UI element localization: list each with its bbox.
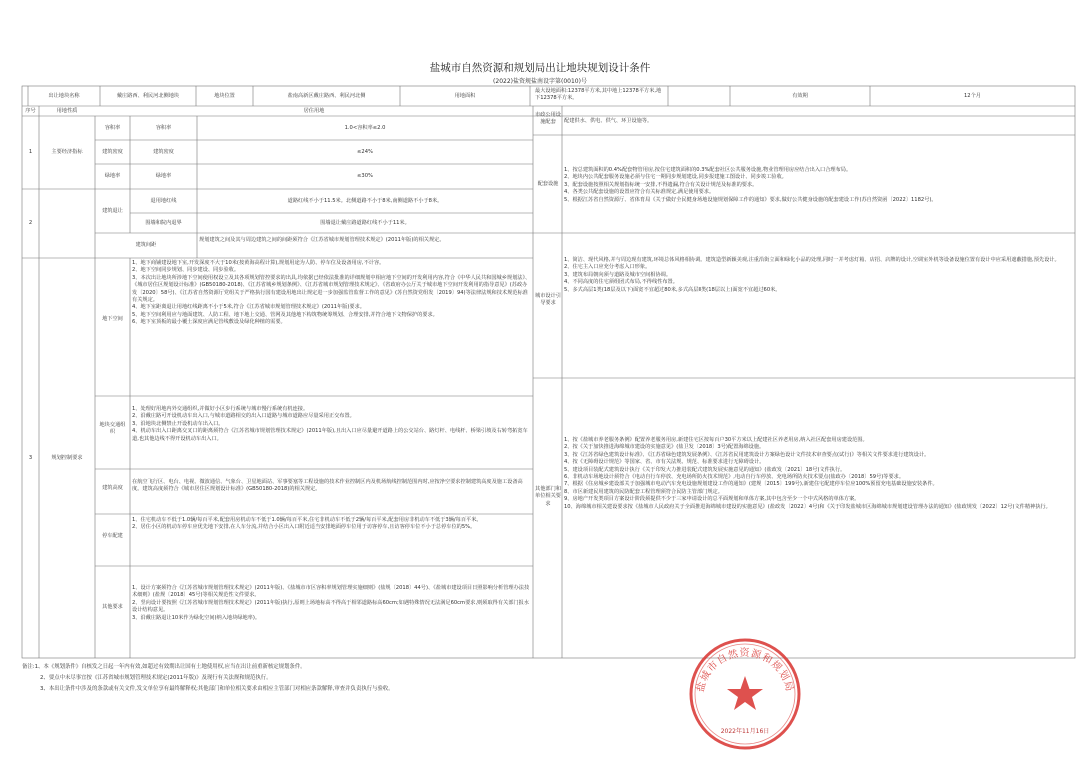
other-requirements-label: 其他要求	[102, 604, 123, 610]
document-title: 盐城市自然资源和规划局出让地块规划设计条件	[429, 62, 651, 74]
urban-design-label: 城市设计引导要求	[535, 293, 561, 307]
economic-indicators-label: 主要经济指标	[51, 149, 83, 155]
site-location-label: 地块位置	[214, 93, 235, 99]
far-sublabel: 容积率	[155, 125, 172, 131]
footer-note: 备注:1、本《规划条件》自核发之日起一年内有效,如超过有效期出让国有土地使用权,应当在出让前重新核定规划条件。	[22, 664, 306, 670]
seal-star-icon	[727, 676, 763, 710]
building-spacing-value: 规划建筑之间及其与周边建筑之间的间距须符合《江苏省城市规划管理技术规定》(2011年版)的相关规定。	[199, 237, 445, 243]
planned-area-label: 最大设地面积:12378平方米,其中地上12378平方米,地下12378平方米。	[535, 88, 662, 102]
facilities-value: 1、按总建筑面积的0.4%配套物管用房,按住宅建筑面积的0.3%配套社区公共服务设施,物业管理用房应结合出入口合理布局。 2、地块内公共配套服务设施必须与住宅一期同步规划建设,同步报建施工图设计、同步竣工验收。 3、配套设施按照相关规划指标统一安排,不得遗漏,符合有关设计规范及标准的要求。 4、各类公共配套设施的设置应符合有关标准规定,满足使用要求。 5、根据江苏省自然资源厅、省体育局《关于做好全民健身场地设施规划保障工作的通知》要求,做好公共健身设施的配套建设工作(苏自然资函〔2022〕1182号)。	[564, 167, 937, 203]
building-height-value: 在航空飞行区、电台、电视、微波通信、气象台、卫星地面站、军事要塞等工程设施的技术作业控制区内及机场航线控制范围内时,应按净空要求控制建筑高度及施工设备高度。建筑高度须符合《城市居住区规划设计标准》(GB50180-2018)的相关规定。	[132, 479, 523, 493]
footer-notes	[22, 662, 642, 695]
wall-setback-value: 围墙退让戴庄路道路红线不小于11米。	[320, 220, 410, 226]
planning-control-label: 规划控制要求	[51, 455, 83, 461]
green-ratio-label: 绿地率	[104, 173, 121, 179]
red-line-setback-label: 退用地红线	[150, 198, 177, 204]
wall-setback-label: 围墙和院内退界	[145, 220, 182, 226]
green-ratio-sublabel: 绿地率	[155, 173, 172, 179]
urban-design-value: 1、简洁、现代风格,并与周边现有建筑,环境总体风格相协调。建筑造型新颖美观,注重沿街立面和绿化小品的处理,同时一并考虑灯箱、店招、店牌的设计,空调室外机等设备设施位置有设计中应采用遮蔽措施,预先设计。 2、住宅主入口应充分考虑入口形象。 3、建筑布局朝向须与道路及城市空间相协调。 4、不同高度的住宅须组团式布局,不得线性布置。 5、多式高层1类(18层及以下)面宽不宜超过80米,多式高层Ⅱ类(18层以上)面宽不宜超过60米。	[564, 257, 1060, 293]
site-name-label: 出让地块名称	[48, 93, 80, 99]
far-value: 1.0<容积率≤2.0	[344, 125, 386, 131]
planned-area-value: 12378平方米,其中地上12378平方米,地下12378平方米。	[535, 88, 662, 102]
density-label: 建筑密度	[102, 149, 123, 155]
footer-note: 3、本出让条件中涉及的条款或有关文件,发文单位享有最终解释权;其他部门和单位相关要求由相应主管部门对相应条款解释,审查并负责执行与验收。	[40, 686, 394, 692]
footer-note: 2、要点中未尽事宜按《江苏省城市规划管理技术规定(2011年版)》及现行有关法规和规范执行。	[40, 675, 272, 681]
row-number: 1	[28, 149, 33, 155]
other-departments-label: 其他部门和单位相关要求	[535, 486, 561, 507]
traffic-organization-label: 地块交通组织	[99, 422, 126, 436]
official-seal	[685, 634, 805, 754]
document-number: (2022)盐资规盐南设字第(0010)号	[493, 78, 587, 85]
land-use-value: 居住用地	[303, 108, 325, 114]
utilities-value: 配建供水、供电、供气、环卫设施等。	[564, 118, 653, 124]
row-number: 2	[28, 220, 33, 226]
traffic-organization-value: 1、处理好用地内外交通组织,并做好小区步行系统与城市慢行系统有机连接。 2、沿戴庄路可开设机动车出入口,与城市道路相交的出入口道路与城市道路应尽量采用正交布置。 3、沿地块北侧禁止开设机动车出入口。 4、机动车出入口距离交叉口的距离须符合《江苏省城市规划管理技术规定》(2011年版),且出入口应尽量避开道路上的公交站台、路灯杆、电线杆、桥梁引坡及右转弯拓宽车道,也其他边线不得开设机动车出入口。	[132, 406, 528, 442]
underground-space-value: 1、地下商铺建设地下室,开发深度不大于10米(按黄海高程计算),规划用途为人防、停车位及设备用房,不计容。 2、地下空间同步规划、同步建设、同步验收。 3、本次出让地块所涉地下空间使用权设立及其各项规划管控要求的出具,均依据已经依法批准的详细规划中相应地下空间的开发利用内容,符合《中华人民共和国城乡规划法》、《城市居住区规划设计标准》(GB50180-2018)、《江苏省城乡规划条例》、《江苏省城市规划管理技术规定》、《省政府办公厅关于城市地下空间开发利用的指导意见》(苏政办发〔2020〕58号)、《江苏省自然资源厅党组关于严格执行国有建设用地出让规定进一步加强监管监督工作的意见》(苏自然资党组发〔2019〕94)等法律法规和技术规范标准有关规定。 4、地下室距离退让用地红线距离不小于5米,符合《江苏省城市规划管理技术规定》(2011年版)要求。 5、地下空间利用应与地面建筑、人防工程、地下地上交通、管网及其他地下构筑物统筹规划、合理安排,并符合地下文物保护的要求。 6、地下室顶板的最小覆土深度应满足管线敷设及绿化种植的需要。	[132, 260, 531, 326]
far-label: 容积率	[104, 125, 121, 131]
other-departments-value: 1、按《盐城市养老服务条例》配置养老服务用房,新建住宅区按每百户30平方米以上配建社区养老用房,纳入社区配套用房建设范围。 2、按《关于加快推进海绵城市建设的实施意见》(盐卫发〔2018〕3号)配置海绵设施。 3、按《江苏省绿色建筑设计标准》、《江苏省绿色建筑发展条例》、《江苏省民用建筑设计方案绿色设计文件技术审查要点(试行)》等相关文件要求进行建筑设计。 4、按《无障碍设计规范》等国家、省、市有关法规、规范、标准要求进行无障碍设计。 5、建设项目装配式建筑设计执行《关于印发大力推进装配式建筑发展实施意见的通知》(盐政发〔2021〕18号)文件执行。 6、非机动车场地设计须符合《电动自行车停放、充电场所防火技术规范》,电动自行车停放、充电场所防火技术要点(盐政办〔2018〕59号)等要求。 7、根据《住房城乡建设部关于加强城市电动汽车充电设施规划建设工作的通知》(建规〔2015〕199号),新建住宅配建停车位应100%预留充电基础设施安装条件。 8、市区新建民用建筑的民防配套工程管理须符合民防主管部门规定。 9、房地产开发类项目方案设计阶段须提供不少于三家申请设计的总平面规划和单体方案,其中包含至少一个中式风格的单体方案。 10、海绵城市相关建设要求按《盐城市人民政府关于全面推进海绵城市建设的实施意见》(盐政发〔2022〕4号)和《关于印发盐城市区海绵城市规划建设管理办法的通知》(盐政规发〔2022〕12号)文件精神执行。	[564, 437, 1051, 510]
column-no: 序号	[25, 108, 36, 114]
seal-text: 盐城市自然资源和规划局	[695, 648, 795, 694]
density-value: ≤24%	[357, 149, 373, 155]
seal-date: 2022年11月16日	[720, 728, 770, 735]
parking-value: 1、住宅机动车不低于1.0辆/每百平米,配套用房机动车不低于1.0辆/每百平米,住宅非机动车不低于2辆/每百平米,配套用房非机动车不低于3辆/每百平米。 2、居住小区的机动车停车应优先地下安排,在人车分流,并结合小区出入口附近适当安排地面停车位用于访客停车,且访客停车位不小于总停车位的5%。	[132, 517, 482, 531]
row-number: 3	[28, 455, 33, 461]
building-spacing-label: 建筑间距	[135, 242, 157, 248]
parking-label: 停车配建	[102, 533, 123, 539]
other-requirements-value: 1、设计方案须符合《江苏省城市规划管理技术规定》(2011年版)、《盐城市市区容积率规划管理实施细则》(盐规〔2018〕44号)、《盐城市建设项目日照影响分析管理办法技术细则》(盐规〔2018〕45号)等相关规范性文件要求。 2、竖向设计要按照《江苏省城市规划管理技术规定》(2011年版)执行,原则上场地标高不得高于相邻道路标高60cm;如遇特殊情况无法满足60cm要求,则须取得有关部门报水设计结构意见。 3、沿戴庄路退让10米作为绿化空间(纳入地块绿地率)。	[132, 585, 530, 621]
green-ratio-value: ≤30%	[357, 173, 373, 179]
utilities-label: 市政公用设施配套	[535, 112, 561, 126]
site-name-value: 戴庄路西、利民河北侧地块	[116, 93, 180, 99]
site-area-label: 用地面积	[454, 93, 476, 99]
site-location-value: 盐南高新区戴庄路西、利民河北侧	[287, 93, 366, 99]
red-line-setback-value: 道路红线不小于11.5米。北侧道路不小于8米,南侧道路不小于8米。	[287, 198, 443, 204]
validity-value: 12个月	[964, 93, 981, 99]
setback-label: 建筑退让	[102, 208, 123, 214]
column-land-use: 用地性质	[56, 108, 78, 114]
building-height-label: 建筑高度	[102, 485, 123, 491]
underground-space-label: 地下空间	[102, 316, 123, 322]
density-sublabel: 建筑密度	[153, 149, 174, 155]
facilities-label: 配套设施	[537, 181, 559, 187]
validity-label: 有效期	[792, 93, 808, 99]
